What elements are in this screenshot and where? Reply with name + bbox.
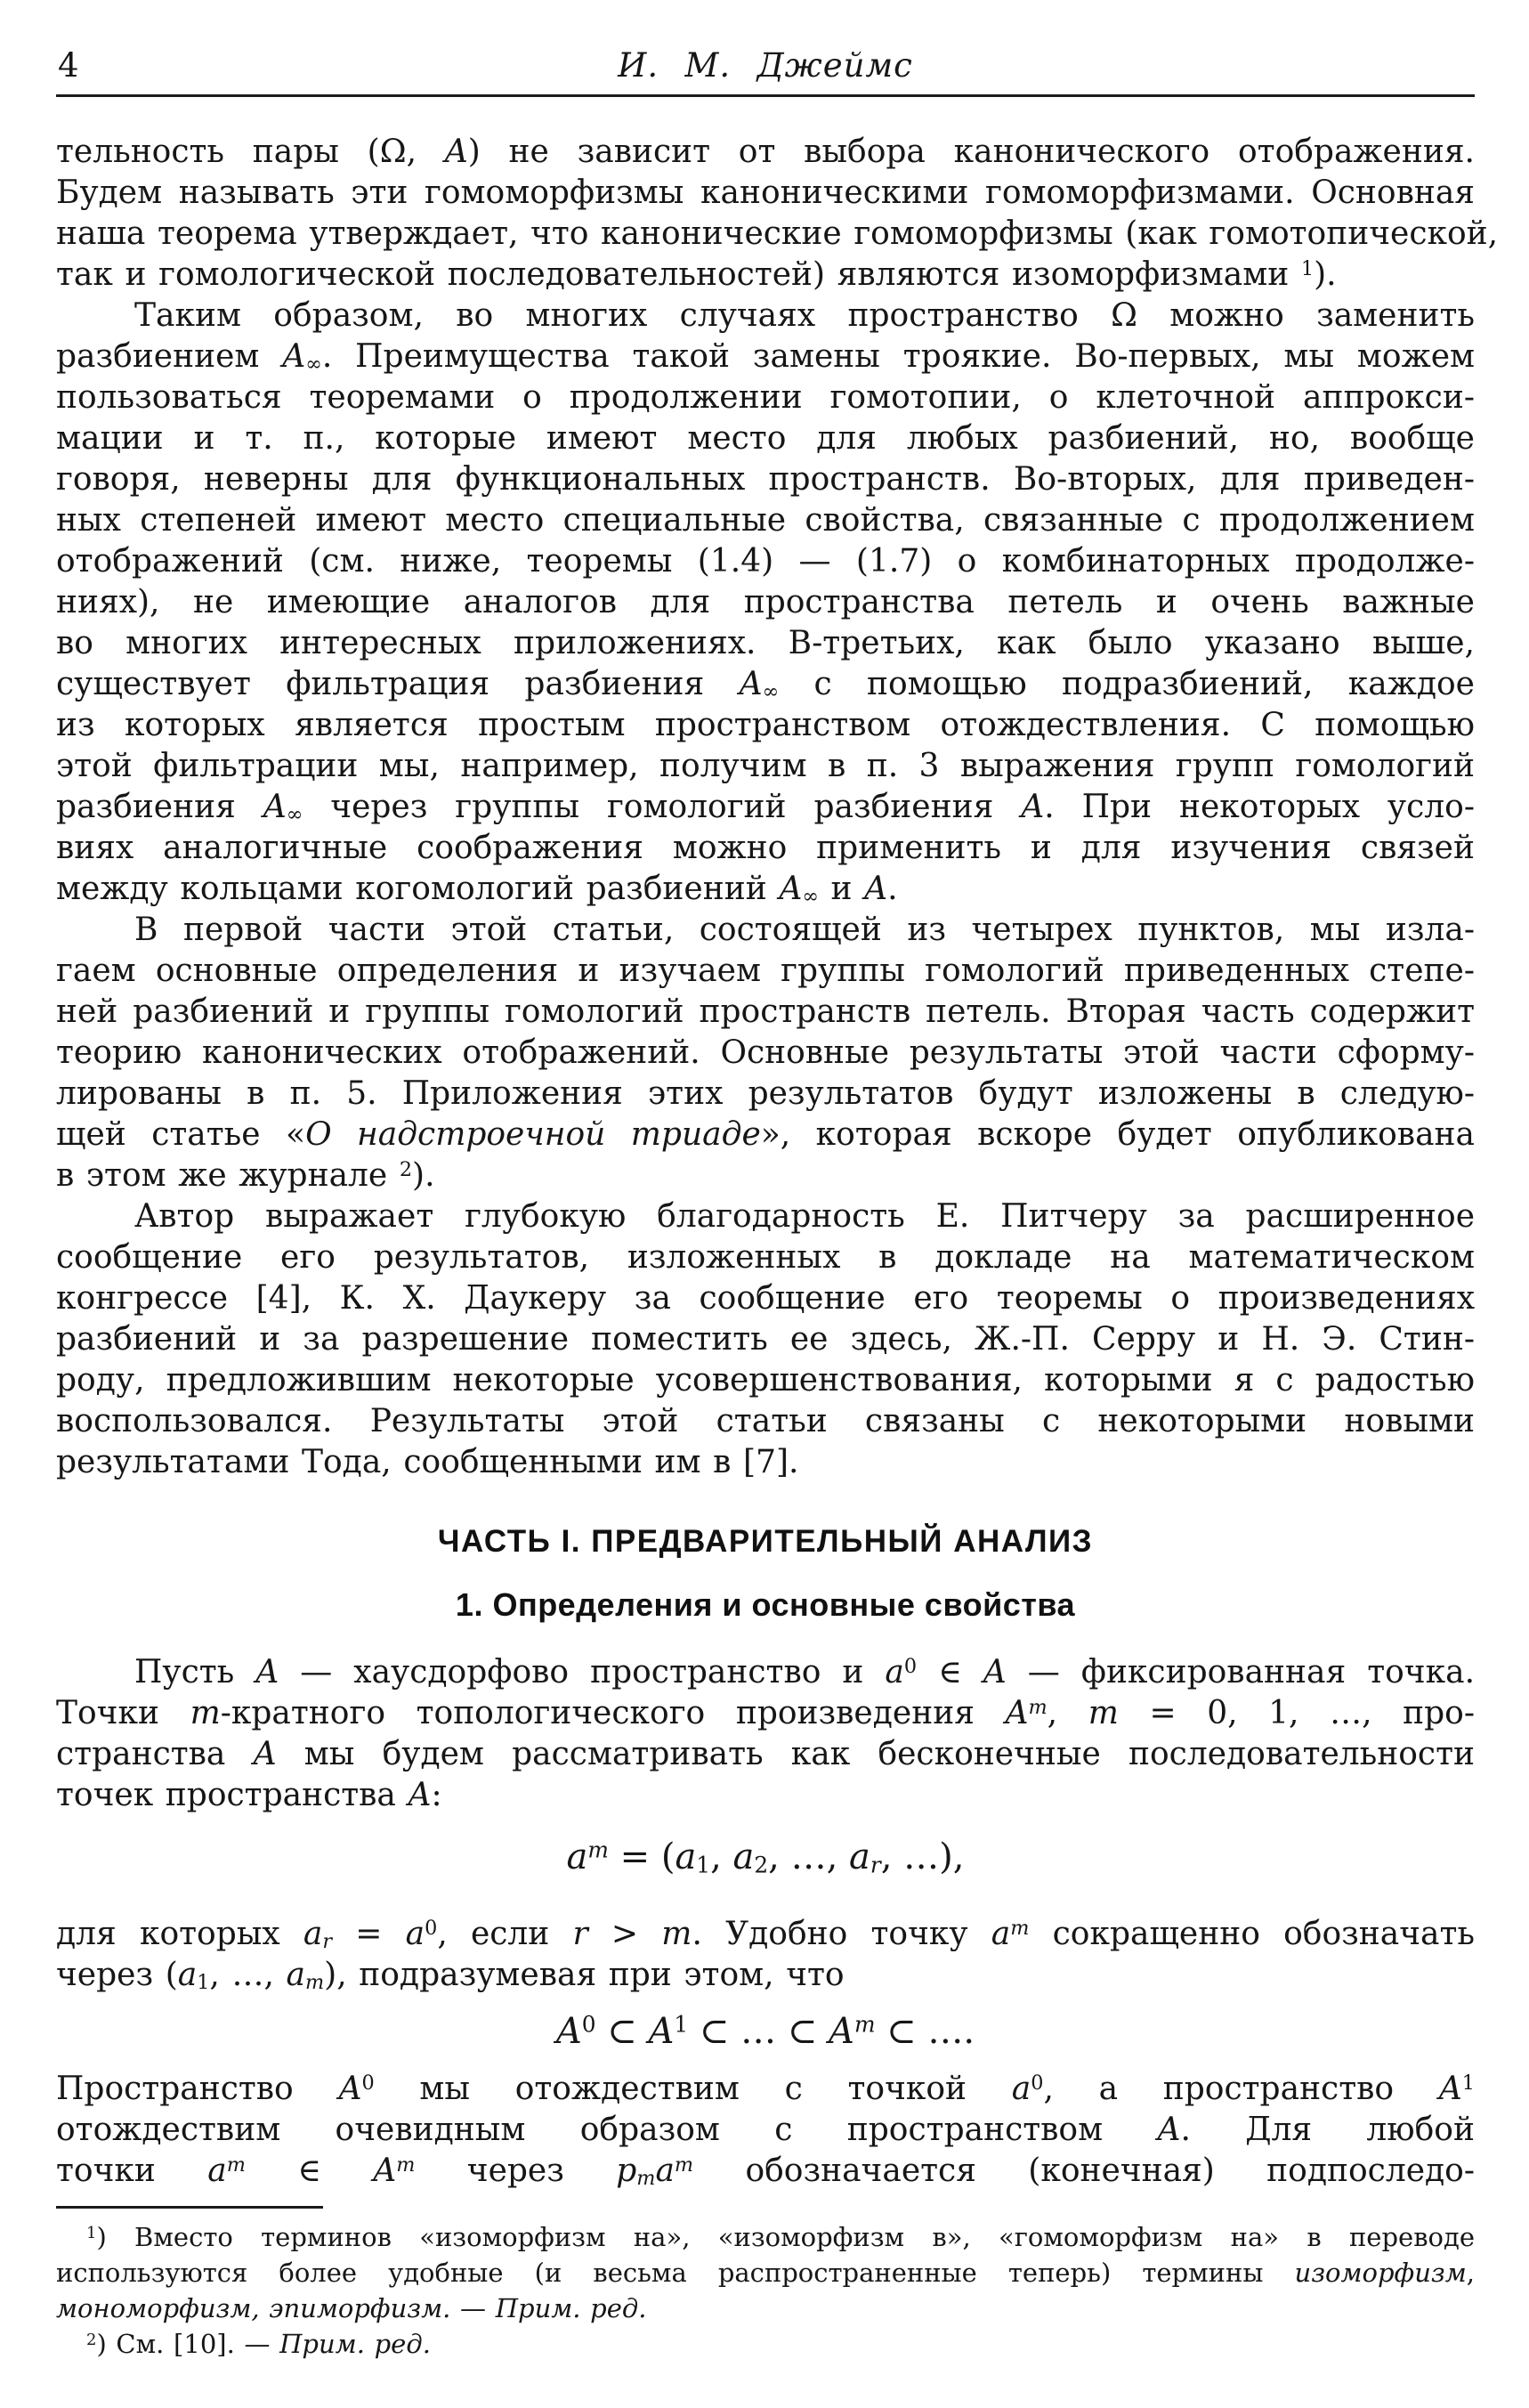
text-line: через ($a_1$, …, $a_m$), подразумевая при этом, что	[56, 1957, 845, 1995]
text-line: наша теорема утверждает, что канонические гомоморфизмы (как гомотопической,	[56, 215, 1499, 252]
text-line: так и гомологической последовательностей) являются изоморфизмами $^1$).	[56, 256, 1337, 293]
text-line: виях аналогичные соображения можно применить и для изучения связей	[56, 830, 1475, 866]
text-line: точки $a^m$ ∈ $A^m$ через $p_ma^m$ обозначается (конечная) подпоследо-	[56, 2153, 1476, 2191]
footnote-line: мономорфизм, эпиморфизм. — Прим. ред.	[56, 2293, 647, 2323]
text-line: Будем называть эти гомоморфизмы каноническими гомоморфизмами. Основная	[56, 174, 1475, 211]
text-line: Пространство $A^0$ мы отождествим с точкой $a^0$, а пространство $A^1$	[56, 2071, 1475, 2107]
page-body	[56, 132, 1499, 2362]
footnote-line: $^2$) См. [10]. — Прим. ред.	[86, 2329, 431, 2359]
sequence-formula: $a^m = (a_1$, $a_2$, …, $a_r$, …),	[566, 1836, 965, 1878]
text-line: Точки m-кратного топологического произведения $A^m$, m = 0, 1, …, про-	[56, 1695, 1475, 1731]
footnote-line: $^1$) Вместо терминов «изоморфизм на», «изоморфизм в», «гомоморфизм на» в переводе	[86, 2222, 1475, 2252]
text-line: ней разбиений и группы гомологий пространств петель. Вторая часть содержит	[56, 993, 1475, 1030]
text-line: разбиением $A_\infty$. Преимущества такой замены троякие. Во-первых, мы можем	[56, 338, 1475, 377]
text-line: В первой части этой статьи, состоящей из четырех пунктов, мы изла-	[134, 912, 1475, 948]
text-line: говоря, неверны для функциональных пространств. Во-вторых, для приведен-	[56, 461, 1475, 498]
text-line: из которых является простым пространством отождествления. С помощью	[56, 707, 1475, 743]
text-line: мации и т. п., которые имеют место для любых разбиений, но, вообще	[56, 420, 1475, 457]
text-line: странства A мы будем рассматривать как бесконечные последовательности	[56, 1736, 1475, 1772]
text-line: отождествим очевидным образом с пространством A. Для любой	[56, 2112, 1475, 2148]
inclusion-formula: $A^0$ ⊂ $A^1$ ⊂ … ⊂ $A^m$ ⊂ ….	[555, 2011, 975, 2052]
running-head: И. М. Джеймс	[618, 46, 913, 85]
footnote-rule	[56, 2206, 323, 2209]
text-line: существует фильтрация разбиения $A_\infty$ с помощью подразбиений, каждое	[56, 666, 1475, 704]
text-line: сообщение его результатов, изложенных в докладе на математическом	[56, 1239, 1475, 1276]
text-line: в этом же журнале $^2$).	[56, 1157, 435, 1194]
text-line: тельность пары (Ω, A) не зависит от выбора канонического отображения.	[56, 134, 1475, 170]
text-line: результатами Тода, сообщенными им в [7].	[56, 1444, 799, 1480]
text-line: для которых $a_r = a^0$, если r > m. Удобно точку $a^m$ сокращенно обозначать	[56, 1916, 1475, 1954]
text-line: Пусть A — хаусдорфово пространство и $a^0$ ∈ A — фиксированная точка.	[134, 1654, 1476, 1690]
text-line: этой фильтрации мы, например, получим в п. 3 выражения групп гомологий	[56, 748, 1475, 784]
text-line: гаем основные определения и изучаем группы гомологий приведенных степе-	[56, 953, 1475, 989]
text-line: ных степеней имеют место специальные свойства, связанные с продолжением	[56, 502, 1475, 539]
text-line: щей статье «О надстроечной триаде», которая вскоре будет опубликована	[56, 1116, 1475, 1153]
text-line: ниях), не имеющие аналогов для пространства петель и очень важные	[56, 584, 1475, 620]
text-line: между кольцами когомологий разбиений $A_\infty$ и A.	[56, 871, 898, 909]
page-header	[56, 46, 1475, 89]
text-line: теорию канонических отображений. Основные результаты этой части сформу-	[56, 1034, 1475, 1071]
text-line: роду, предложившим некоторые усовершенствования, которыми я с радостью	[56, 1362, 1475, 1399]
text-line: во многих интересных приложениях. В-третьих, как было указано выше,	[56, 625, 1475, 661]
text-line: конгрессе [4], К. Х. Даукеру за сообщение его теоремы о произведениях	[56, 1280, 1475, 1317]
text-line: Автор выражает глубокую благодарность Е. Питчеру за расширенное	[134, 1198, 1475, 1235]
text-line: лированы в п. 5. Приложения этих результатов будут изложены в следую-	[56, 1075, 1475, 1112]
text-line: разбиения $A_\infty$ через группы гомологий разбиения A. При некоторых усло-	[56, 789, 1475, 827]
text-line: пользоваться теоремами о продолжении гомотопии, о клеточной аппрокси-	[56, 379, 1475, 416]
text-line: Таким образом, во многих случаях пространство Ω можно заменить	[134, 297, 1475, 334]
page-number: 4	[58, 46, 79, 85]
text-line: отображений (см. ниже, теоремы (1.4) — (1.7) о комбинаторных продолже-	[56, 543, 1475, 580]
part-heading: ЧАСТЬ I. ПРЕДВАРИТЕЛЬНЫЙ АНАЛИЗ	[437, 1524, 1094, 1559]
text-line: точек пространства A:	[56, 1777, 442, 1813]
text-line: разбиений и за разрешение поместить ее здесь, Ж.-П. Серру и Н. Э. Стин-	[56, 1321, 1475, 1358]
footnote-line: используются более удобные (и весьма распространенные теперь) термины изоморфизм,	[56, 2258, 1475, 2288]
text-line: воспользовался. Результаты этой статьи связаны с некоторыми новыми	[56, 1403, 1475, 1439]
section-heading: 1. Определения и основные свойства	[455, 1586, 1076, 1623]
header-rule	[56, 94, 1475, 97]
